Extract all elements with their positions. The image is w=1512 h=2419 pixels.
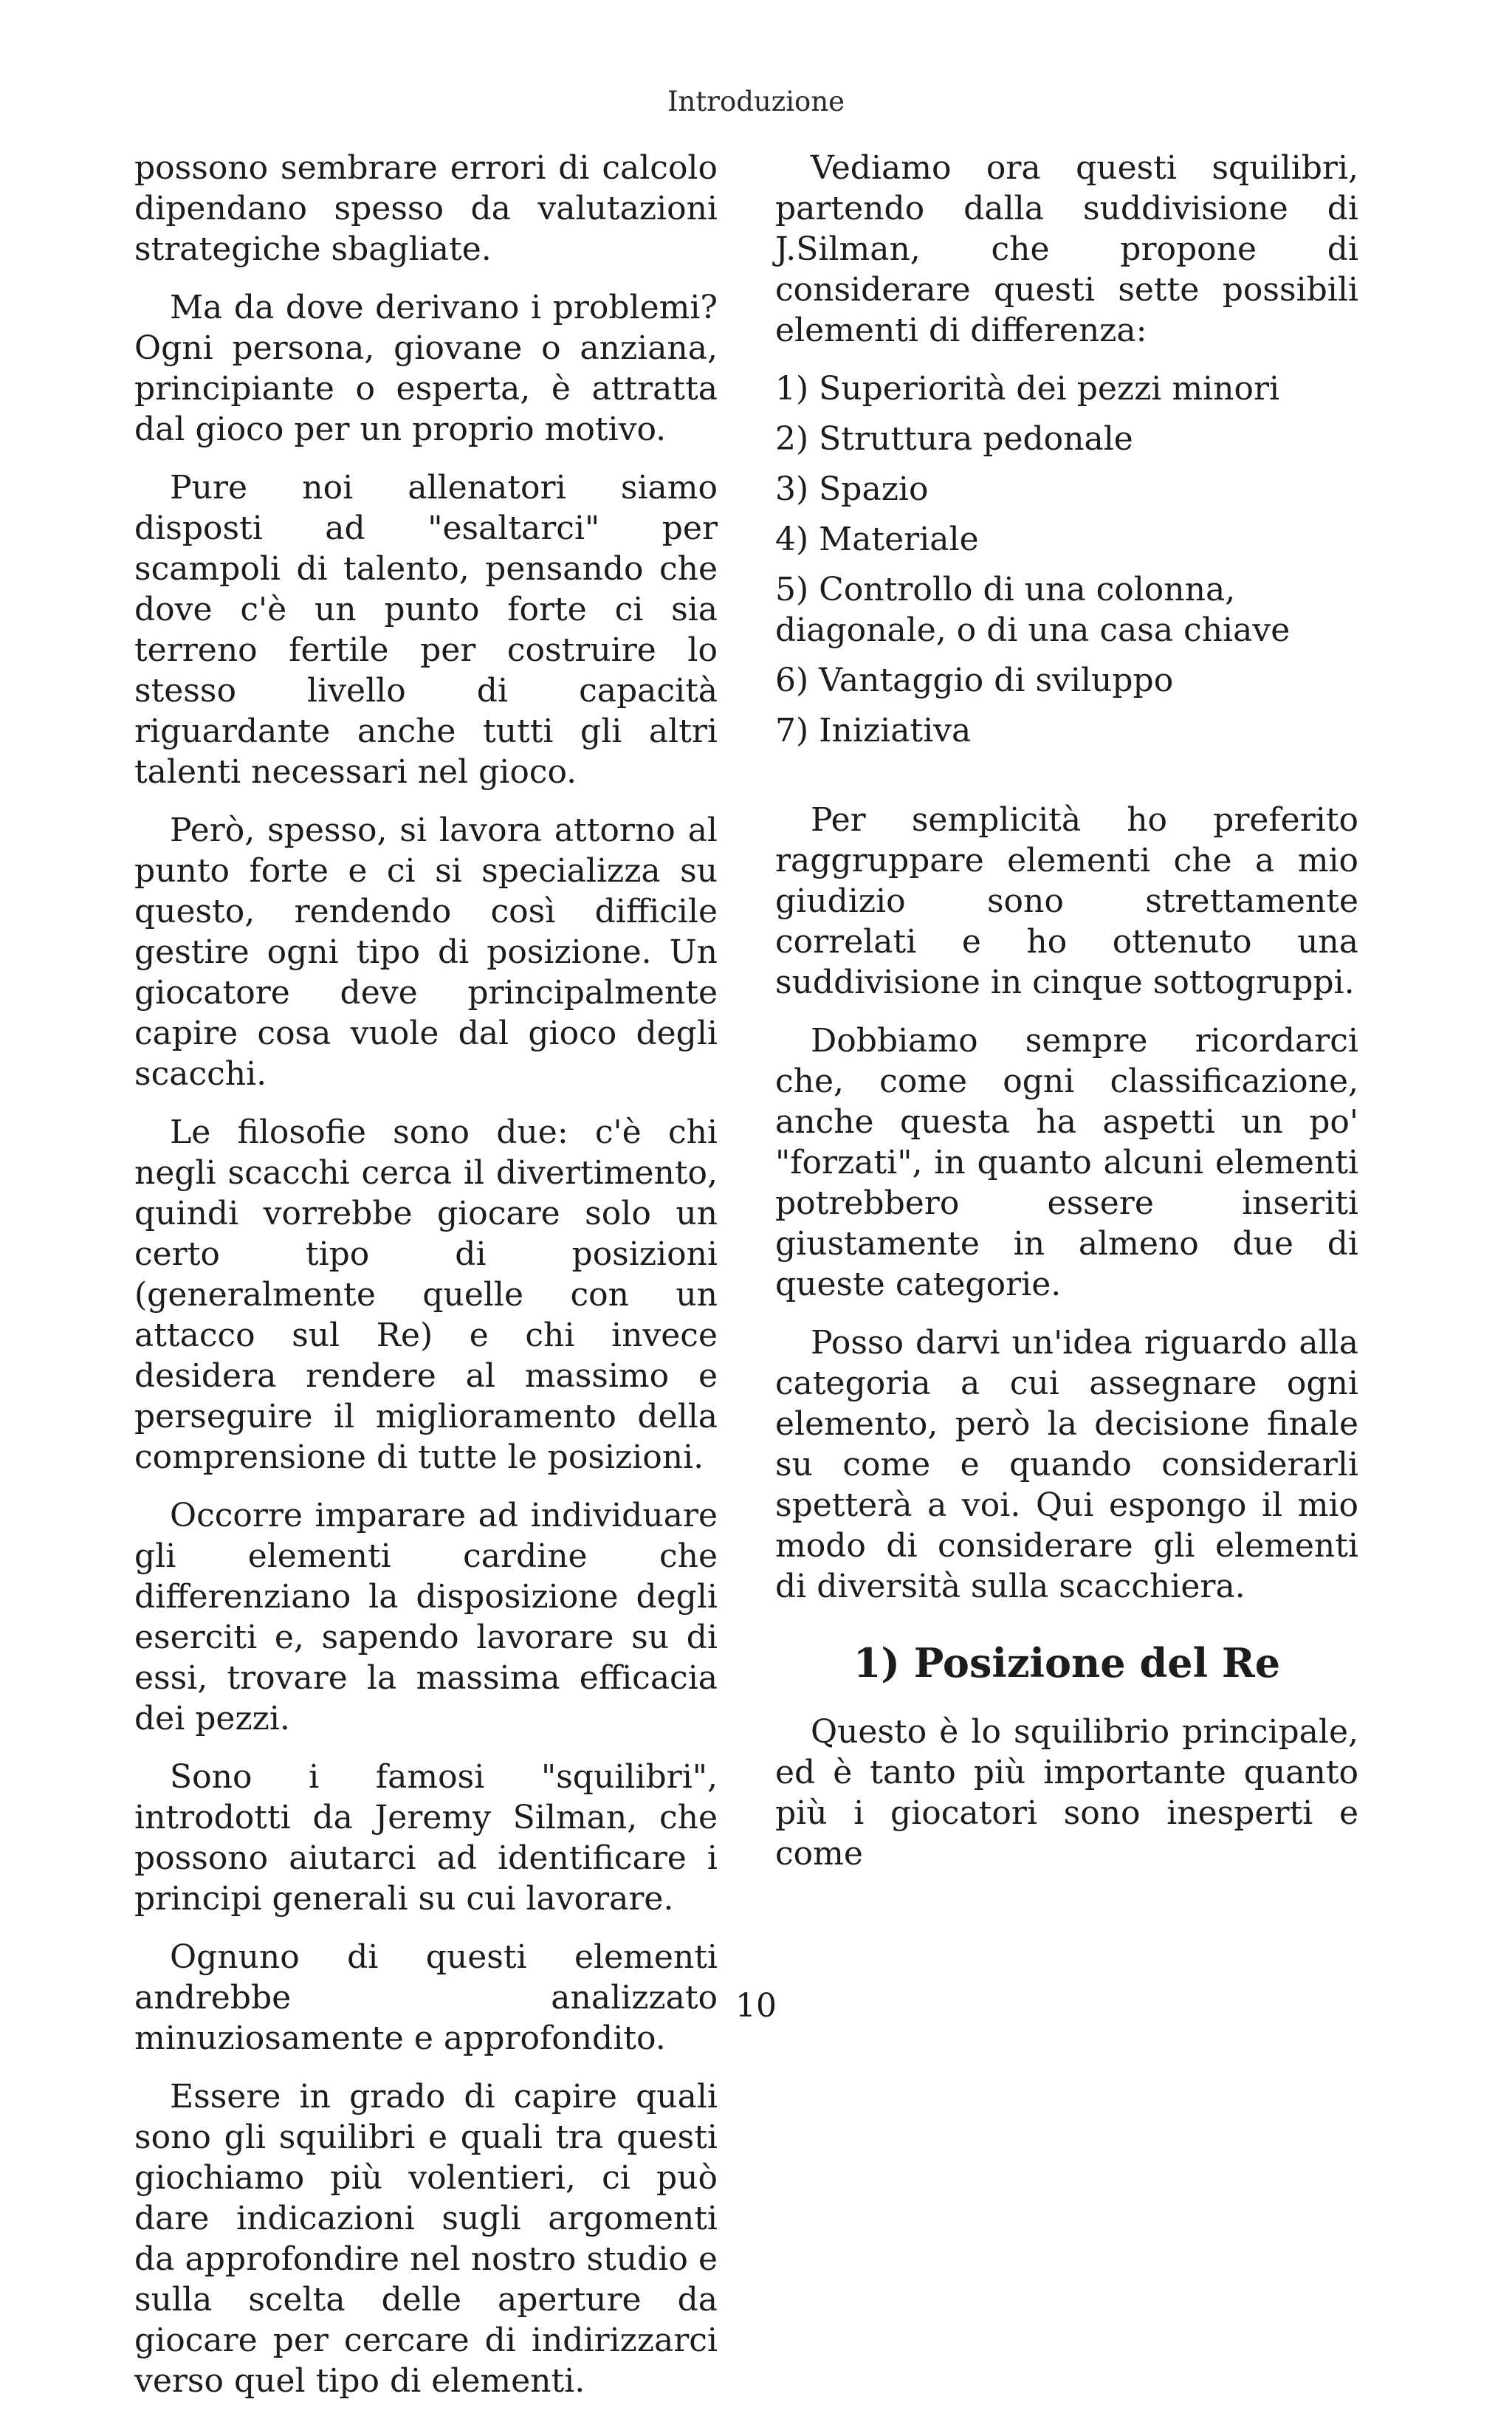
body-paragraph: Per semplicità ho preferito raggruppare elementi che a mio giudizio sono strettamente correlati e ho ottenuto una suddivisione in cinque sottogruppi.: [775, 801, 1358, 1001]
running-head: Introduzione: [667, 86, 845, 117]
body-paragraph: Occorre imparare ad individuare gli elementi cardine che differenziano la disposizione degli eserciti e, sapendo lavorare su di essi, trovare la massima efficacia dei pezzi.: [134, 1497, 718, 1737]
list-item: 3) Spazio: [775, 470, 929, 508]
body-paragraph: Sono i famosi "squilibri", introdotti da Jeremy Silman, che possono aiutarci ad identificare i principi generali su cui lavorare.: [134, 1758, 718, 1918]
list-item: 7) Iniziativa: [775, 712, 972, 749]
body-paragraph: Essere in grado di capire quali sono gli squilibri e quali tra questi giochiamo più volentieri, ci può dare indicazioni sugli argomenti da approfondire nel nostro studio e sulla scelta delle aperture da giocare per cercare di indirizzarci verso quel tipo di elementi.: [134, 2078, 718, 2400]
list-item: 5) Controllo di una colonna, diagonale, o di una casa chiave: [775, 571, 1291, 649]
body-paragraph: Posso darvi un'idea riguardo alla categoria a cui assegnare ogni elemento, però la decisione finale su come e quando considerarli spetterà a voi. Qui espongo il mio modo di considerare gli elementi di diversità sulla scacchiera.: [775, 1324, 1358, 1605]
body-paragraph: Dobbiamo sempre ricordarci che, come ogni classificazione, anche questa ha aspetti un po' "forzati", in quanto alcuni elementi potrebbero essere inseriti giustamente in almeno due di queste categorie.: [775, 1022, 1358, 1303]
body-paragraph: Questo è lo squilibrio principale, ed è tanto più importante quanto più i giocatori sono inesperti e come: [775, 1713, 1358, 1873]
body-paragraph: Vediamo ora questi squilibri, partendo dalla suddivisione di J.Silman, che propone di considerare questi sette possibili elementi di differenza:: [775, 149, 1358, 349]
imbalances-list: [775, 368, 1358, 751]
right-column: [775, 148, 1358, 1892]
body-paragraph: Ognuno di questi elementi andrebbe analizzato minuziosamente e approfondito.: [134, 1938, 718, 2057]
body-paragraph: Però, spesso, si lavora attorno al punto forte e ci si specializza su questo, rendendo così difficile gestire ogni tipo di posizione. Un giocatore deve principalmente capire cosa vuole dal gioco degli scacchi.: [134, 812, 718, 1093]
list-item: 6) Vantaggio di sviluppo: [775, 662, 1174, 699]
section-heading: 1) Posizione del Re: [853, 1639, 1281, 1687]
body-paragraph: Pure noi allenatori siamo disposti ad "esaltarci" per scampoli di talento, pensando che dove c'è un punto forte ci sia terreno fertile per costruire lo stesso livello di capacità riguardante anche tutti gli altri talenti necessari nel gioco.: [134, 469, 718, 791]
body-paragraph: Ma da dove derivano i problemi? Ogni persona, giovane o anziana, principiante o esperta, è attratta dal gioco per un proprio motivo.: [134, 289, 718, 448]
body-paragraph: Le filosofie sono due: c'è chi negli scacchi cerca il divertimento, quindi vorrebbe giocare solo un certo tipo di posizioni (generalmente quelle con un attacco sul Re) e chi invece desidera rendere al massimo e perseguire il miglioramento della comprensione di tutte le posizioni.: [134, 1114, 718, 1476]
list-item: 2) Struttura pedonale: [775, 420, 1133, 458]
list-item: 1) Superiorità dei pezzi minori: [775, 370, 1280, 408]
page-number: 10: [735, 1987, 777, 2025]
left-column: [134, 148, 718, 2419]
list-item: 4) Materiale: [775, 521, 979, 558]
body-paragraph: possono sembrare errori di calcolo dipendano spesso da valutazioni strategiche sbagliate.: [134, 149, 718, 268]
